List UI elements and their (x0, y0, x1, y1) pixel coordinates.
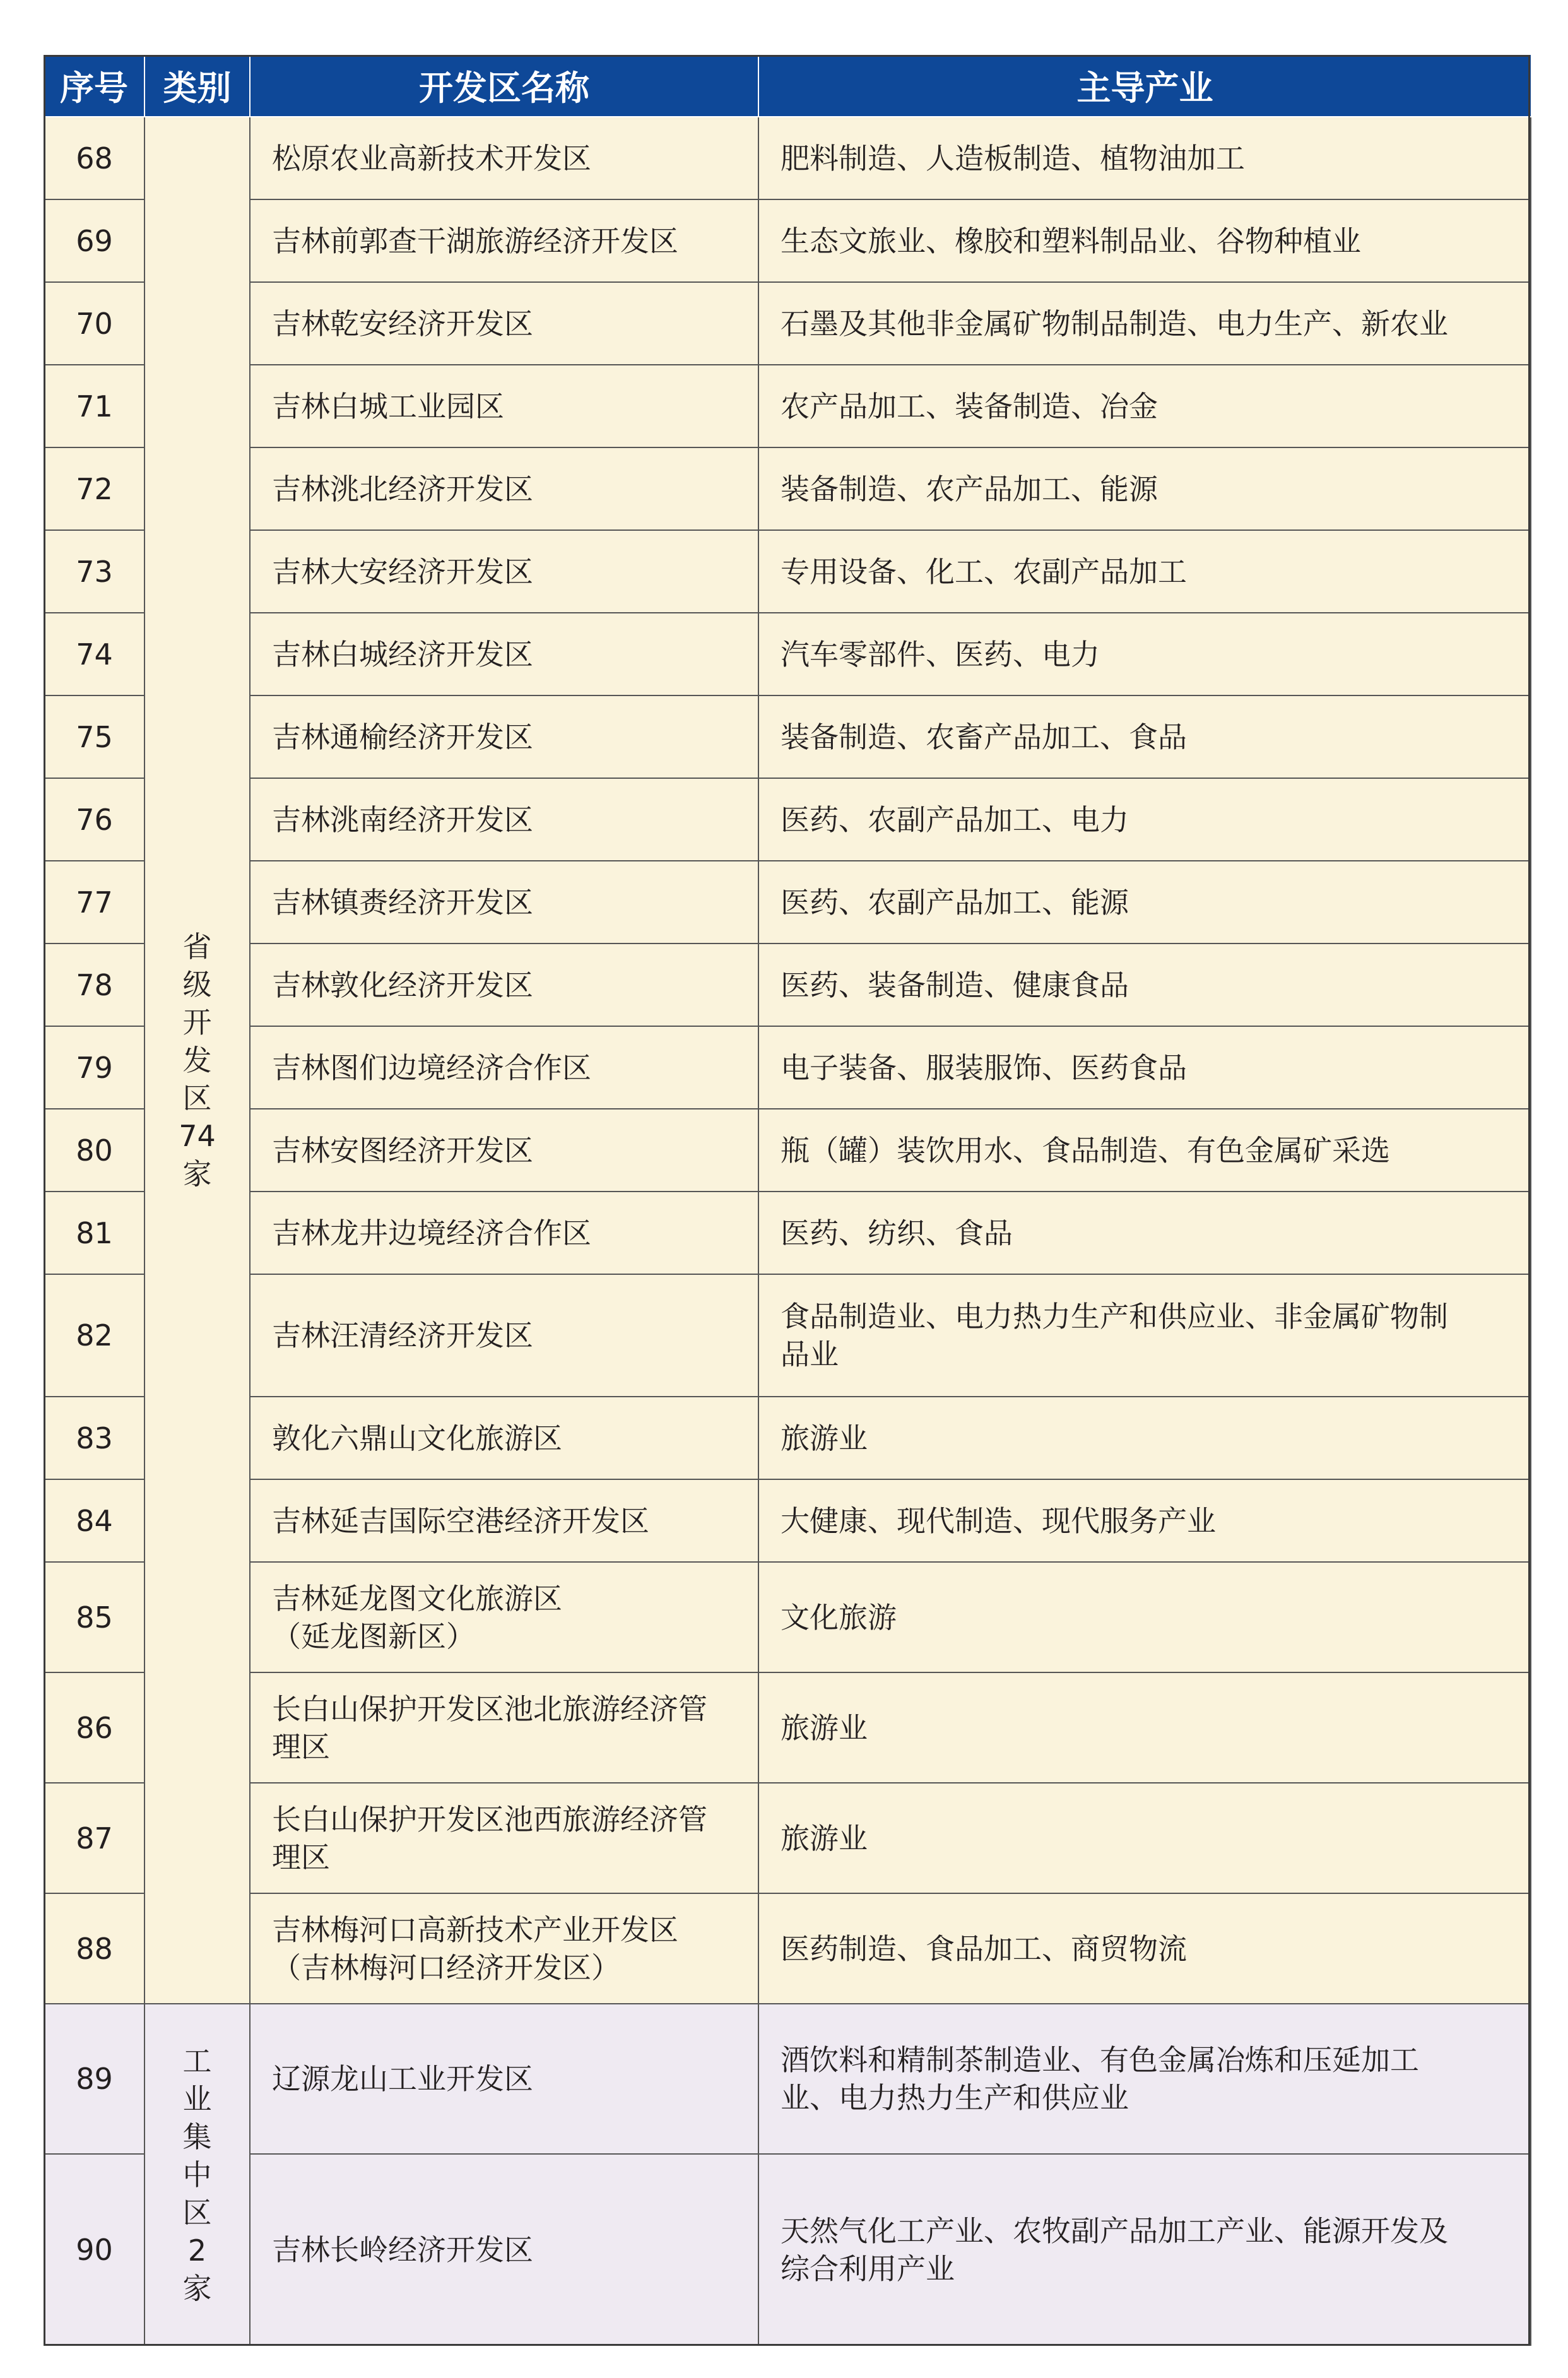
industry-line: 肥料制造、人造板制造、植物油加工 (781, 141, 1245, 175)
industry-line: 医药、农副产品加工、电力 (781, 802, 1129, 837)
zone-name-line: 吉林洮北经济开发区 (272, 471, 533, 506)
table-outer-border (44, 55, 1530, 2346)
category-char: 发 (182, 1043, 212, 1077)
zone-name-line: 吉林龙井边境经济合作区 (272, 1216, 591, 1250)
industry-line: 综合利用产业 (781, 2251, 955, 2286)
industry-line: 业、电力热力生产和供应业 (781, 2081, 1129, 2115)
header-seq: 序号 (44, 55, 144, 117)
row-number: 74 (44, 613, 144, 695)
zone-name-line: 辽源龙山工业开发区 (272, 2062, 533, 2096)
row-number: 86 (44, 1672, 144, 1783)
zone-name-line: （吉林梅河口经济开发区） (272, 1950, 620, 1985)
industry-line: 酒饮料和精制茶制造业、有色金属冶炼和压延加工 (781, 2043, 1419, 2077)
row-number: 76 (44, 778, 144, 861)
zone-name-line: 松原农业高新技术开发区 (272, 141, 591, 175)
zone-name-line: 吉林白城经济开发区 (272, 637, 533, 671)
row-number: 68 (44, 117, 144, 199)
row-number: 87 (44, 1783, 144, 1893)
category-char: 74 (179, 1119, 216, 1153)
zone-name-line: 吉林前郭查干湖旅游经济开发区 (272, 223, 678, 258)
zone-name-line: 长白山保护开发区池北旅游经济管 (272, 1691, 707, 1726)
category-char: 区 (182, 2195, 212, 2230)
industry-line: 专用设备、化工、农副产品加工 (781, 554, 1187, 589)
industry-line: 石墨及其他非金属矿物制品制造、电力生产、新农业 (781, 306, 1448, 341)
industry-line: 装备制造、农产品加工、能源 (781, 471, 1158, 506)
row-number: 88 (44, 1893, 144, 2004)
category-char: 家 (182, 1157, 212, 1191)
zone-name-line: 吉林延吉国际空港经济开发区 (272, 1503, 649, 1538)
zone-name-line: 吉林长岭经济开发区 (272, 2232, 533, 2267)
industry-line: 大健康、现代制造、现代服务产业 (781, 1503, 1216, 1538)
row-number: 77 (44, 861, 144, 944)
zone-name-line: （延龙图新区） (272, 1619, 475, 1653)
zone-name-line: 理区 (272, 1729, 330, 1764)
industry-line: 文化旅游 (781, 1600, 897, 1635)
row-number: 73 (44, 530, 144, 613)
industry-line: 食品制造业、电力热力生产和供应业、非金属矿物制 (781, 1299, 1448, 1334)
zone-name-line: 长白山保护开发区池西旅游经济管 (272, 1802, 707, 1837)
industry-line: 瓶（罐）装饮用水、食品制造、有色金属矿采选 (781, 1133, 1390, 1168)
industry-line: 天然气化工产业、农牧副产品加工产业、能源开发及 (781, 2213, 1448, 2248)
row-number: 84 (44, 1479, 144, 1562)
zone-name-line: 吉林图们边境经济合作区 (272, 1050, 591, 1085)
zone-name-line: 敦化六鼎山文化旅游区 (272, 1421, 562, 1455)
zone-name-line: 吉林汪清经济开发区 (272, 1318, 533, 1352)
row-number: 80 (44, 1109, 144, 1192)
zone-name-line: 吉林通榆经济开发区 (272, 719, 533, 754)
zone-name-line: 吉林安图经济开发区 (272, 1133, 533, 1168)
header-category: 类别 (144, 55, 250, 117)
category-char: 区 (182, 1081, 212, 1115)
row-number: 72 (44, 447, 144, 530)
category-char: 开 (182, 1005, 212, 1039)
row-number: 71 (44, 365, 144, 447)
industry-line: 品业 (781, 1337, 839, 1371)
category-char: 级 (182, 967, 212, 1002)
zone-name-line: 吉林梅河口高新技术产业开发区 (272, 1912, 678, 1947)
industry-line: 生态文旅业、橡胶和塑料制品业、谷物种植业 (781, 223, 1361, 258)
industry-line: 农产品加工、装备制造、冶金 (781, 389, 1158, 423)
industry-line: 医药制造、食品加工、商贸物流 (781, 1931, 1187, 1966)
industry-line: 旅游业 (781, 1821, 868, 1855)
zone-name-line: 吉林白城工业园区 (272, 389, 504, 423)
industry-line: 医药、装备制造、健康食品 (781, 967, 1129, 1002)
row-number: 75 (44, 695, 144, 778)
category-char: 家 (182, 2271, 212, 2305)
zone-name-line: 吉林敦化经济开发区 (272, 967, 533, 1002)
zone-name-line: 吉林延龙图文化旅游区 (272, 1581, 562, 1616)
industry-line: 旅游业 (781, 1421, 868, 1455)
category-char: 工 (182, 2044, 212, 2078)
industry-line: 医药、纺织、食品 (781, 1216, 1013, 1250)
row-number: 81 (44, 1192, 144, 1274)
zone-name-line: 吉林乾安经济开发区 (272, 306, 533, 341)
row-number: 70 (44, 282, 144, 365)
category-char: 中 (182, 2157, 212, 2192)
industry-line: 电子装备、服装服饰、医药食品 (781, 1050, 1187, 1085)
row-number: 79 (44, 1026, 144, 1109)
row-number: 83 (44, 1397, 144, 1479)
header-industry: 主导产业 (758, 55, 1531, 117)
row-number: 89 (44, 2004, 144, 2154)
industry-line: 汽车零部件、医药、电力 (781, 637, 1100, 671)
zone-name-line: 吉林洮南经济开发区 (272, 802, 533, 837)
category-char: 业 (182, 2081, 212, 2116)
category-char: 2 (187, 2233, 207, 2268)
industry-line: 旅游业 (781, 1710, 868, 1745)
industry-line: 医药、农副产品加工、能源 (781, 885, 1129, 920)
row-number: 82 (44, 1274, 144, 1397)
row-number: 69 (44, 199, 144, 282)
row-number: 85 (44, 1562, 144, 1672)
industry-line: 装备制造、农畜产品加工、食品 (781, 719, 1187, 754)
row-number: 78 (44, 944, 144, 1026)
category-char: 省 (182, 930, 212, 964)
zone-name-line: 吉林镇赉经济开发区 (272, 885, 533, 920)
zone-name-line: 吉林大安经济开发区 (272, 554, 533, 589)
category-char: 集 (182, 2119, 212, 2154)
zone-name-line: 理区 (272, 1840, 330, 1874)
header-name: 开发区名称 (250, 55, 758, 117)
row-number: 90 (44, 2154, 144, 2345)
